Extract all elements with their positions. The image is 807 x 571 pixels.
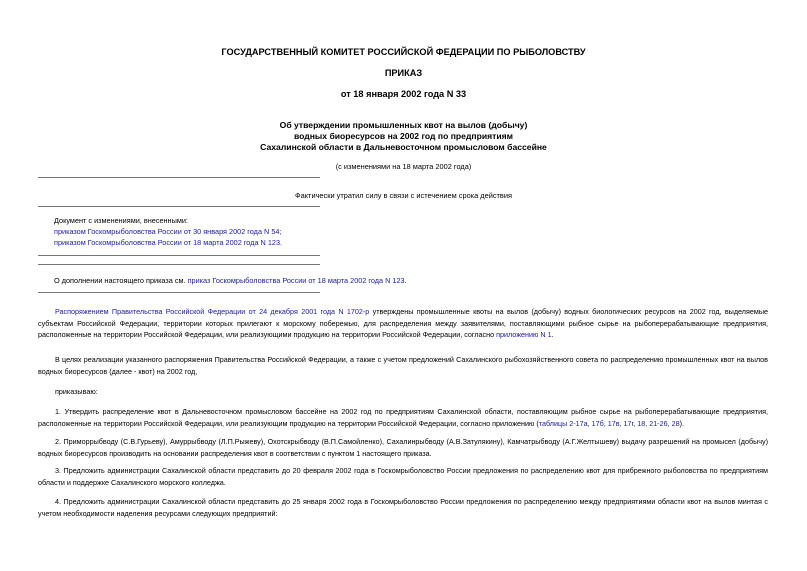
document-date-number: от 18 января 2002 года N 33	[340, 89, 467, 99]
separator-line	[38, 255, 320, 256]
amendment-link-1[interactable]: приказом Госкомрыболовства России от 30 января 2002 года N 54;	[54, 227, 282, 236]
order-item-1-end: ).	[679, 418, 685, 428]
supplement-text: О дополнении настоящего приказа см.	[54, 276, 186, 285]
title-line-2: водных биоресурсов на 2002 год по предприятиям	[293, 131, 514, 141]
separator-line	[38, 177, 320, 178]
title-line-1: Об утверждении промышленных квот на вылов (добычу)	[279, 120, 528, 130]
order-item-1-text: 1. Утвердить распределение квот в Дальневосточном промысловом бассейне на 2002 год по предприятиям Сахалинской области, поставляющим рыбное сырье на рыбоперерабатывающие предприятия, расположенные на территории Российской Федерации, или реализующим продукцию на территории Российской Федерации, согласно приложению (	[38, 407, 768, 428]
changes-note: (с изменениями на 18 марта 2002 года)	[335, 162, 472, 171]
validity-status-note: Фактически утратил силу в связи с истечением срока действия	[295, 191, 512, 200]
amendment-link-2[interactable]: приказом Госкомрыболовства России от 18 марта 2002 года N 123.	[54, 238, 283, 247]
order-item-4: 4. Предложить администрации Сахалинской области представить до 25 января 2002 года в Госкомрыболовство России предложения по распределению между предприятиями области квот на вылов минтая с учетом необходимости наделения ресурсами следующих предприятий:	[38, 497, 768, 518]
separator-line	[38, 206, 320, 207]
issuing-authority: ГОСУДАРСТВЕННЫЙ КОМИТЕТ РОССИЙСКОЙ ФЕДЕРАЦИИ ПО РЫБОЛОВСТВУ	[221, 47, 586, 57]
appendix-1-link[interactable]: приложению N 1	[496, 330, 552, 339]
supplement-note	[54, 276, 407, 285]
order-item-3: 3. Предложить администрации Сахалинской области представить до 20 февраля 2002 года в Госкомрыболовство России предложения по распределению квот для прибрежного рыболовства по предприятиям области и поддержке Сахалинского морского колледжа.	[38, 466, 768, 487]
tables-link[interactable]: таблицы 2-17а, 17б, 17в, 17г, 18, 21-26, 28	[538, 418, 680, 428]
preamble-text: утверждены промышленные квоты на вылов (добычу) водных биологических ресурсов на 2002 год, выделяемые субъектам Российской Федерации, территории которых прилегают к морскому побережью, для распределения между заявителями, поставляющими рыбное сырье на рыбоперерабатывающие предприятия, расположенные на территории Российской Федерации, или реализующими продукцию на территории Российской Федерации, согласно	[38, 307, 768, 339]
order-item-2: 2. Приморрыбводу (С.В.Гурьеву), Амуррыбводу (Л.П.Рыжеву), Охотскрыбводу (В.П.Самойленко), Сахалинрыбводу (А.В.Затулякину), Камчатрыбводу (А.Г.Желтышеву) выдачу разрешений на промысел (добычу) водных биоресурсов производить на основании распределения квот в соответствии с пунктом 1 настоящего приказа.	[38, 437, 768, 458]
supplement-end: .	[404, 276, 407, 285]
supplement-order-link[interactable]: приказ Госкомрыболовства России от 18 марта 2002 года N 123	[187, 276, 405, 285]
document-type: ПРИКАЗ	[384, 68, 423, 78]
separator-line	[38, 264, 320, 265]
order-word: приказываю:	[55, 387, 98, 396]
preamble-paragraph	[38, 306, 768, 341]
title-line-3: Сахалинской области в Дальневосточном промысловом бассейне	[260, 142, 547, 152]
preamble-end: .	[551, 330, 554, 339]
government-order-link[interactable]: Распоряжением Правительства Российской Федерации от 24 декабря 2001 года N 1702-р	[55, 307, 370, 316]
separator-line	[38, 292, 320, 293]
purpose-paragraph: В целях реализации указанного распоряжения Правительства Российской Федерации, а также с учетом предложений Сахалинского рыбохозяйственного совета по распределению промышленных квот на вылов водных биоресурсов (далее - квот) на 2002 год,	[38, 355, 768, 376]
amendments-intro: Документ с изменениями, внесенными:	[54, 216, 188, 225]
order-item-1	[38, 406, 768, 429]
